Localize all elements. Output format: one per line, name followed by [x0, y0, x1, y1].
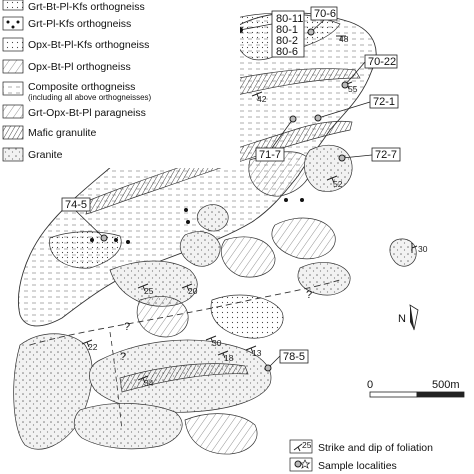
svg-text:Sample localities: Sample localities: [318, 460, 397, 472]
svg-text:70-22: 70-22: [368, 56, 397, 68]
svg-text:(including all above orthognei: (including all above orthogneisses): [28, 93, 152, 102]
svg-text:70-6: 70-6: [314, 8, 337, 20]
svg-text:55: 55: [348, 84, 358, 94]
svg-text:80-2: 80-2: [276, 35, 299, 47]
svg-text:74-5: 74-5: [65, 199, 88, 211]
svg-text:22: 22: [88, 342, 98, 352]
svg-text:71-7: 71-7: [259, 149, 282, 161]
svg-text:34: 34: [144, 378, 154, 388]
svg-text:Opx-Bt-Pl-Kfs orthogneiss: Opx-Bt-Pl-Kfs orthogneiss: [28, 39, 150, 51]
svg-text:42: 42: [257, 94, 267, 104]
svg-text:Strike and dip of foliation: Strike and dip of foliation: [318, 442, 433, 454]
svg-text:48: 48: [339, 34, 349, 44]
svg-text:Grt-Pl-Kfs orthogneiss: Grt-Pl-Kfs orthogneiss: [28, 18, 132, 30]
svg-text:13: 13: [252, 348, 262, 358]
svg-text:18: 18: [224, 353, 234, 363]
svg-text:78-5: 78-5: [283, 351, 306, 363]
svg-text:Composite orthogneiss: Composite orthogneiss: [28, 81, 136, 93]
symbol-legend: [290, 440, 433, 472]
svg-text:0: 0: [367, 379, 374, 391]
legend: [2, 0, 240, 168]
svg-text:N: N: [398, 313, 406, 325]
svg-text:20: 20: [188, 286, 198, 296]
svg-text:25: 25: [144, 286, 154, 296]
svg-text:25: 25: [302, 440, 312, 450]
legend-item-granite: [3, 148, 63, 161]
svg-text:?: ?: [120, 351, 127, 363]
svg-text:Mafic granulite: Mafic granulite: [28, 127, 97, 139]
legend-item-mafic-granulite: [3, 126, 96, 139]
svg-text:80-1: 80-1: [276, 24, 299, 36]
legend-item-opx-bt-pl: [3, 60, 131, 73]
svg-text:30: 30: [418, 244, 428, 254]
svg-text:72-7: 72-7: [375, 149, 398, 161]
svg-text:?: ?: [124, 321, 131, 333]
svg-text:30: 30: [212, 338, 222, 348]
svg-text:Opx-Bt-Pl orthogneiss: Opx-Bt-Pl orthogneiss: [28, 61, 131, 73]
svg-text:Grt-Bt-Pl-Kfs orthogneiss: Grt-Bt-Pl-Kfs orthogneiss: [28, 1, 145, 13]
svg-text:80-11: 80-11: [276, 13, 304, 25]
legend-samples: [290, 458, 397, 472]
legend-foliation: [290, 440, 433, 454]
legend-item-grt-pl-kfs: [3, 17, 131, 30]
svg-text:Grt-Opx-Bt-Pl paragneiss: Grt-Opx-Bt-Pl paragneiss: [28, 107, 146, 119]
svg-text:Granite: Granite: [28, 149, 63, 161]
north-arrow: [398, 305, 418, 330]
svg-text:72-1: 72-1: [373, 96, 396, 108]
svg-text:52: 52: [333, 179, 343, 189]
sample-78-5: [265, 350, 308, 371]
svg-text:?: ?: [306, 289, 313, 301]
scale-bar: [367, 379, 464, 397]
svg-text:500m: 500m: [432, 379, 460, 391]
svg-text:80-6: 80-6: [276, 46, 299, 58]
